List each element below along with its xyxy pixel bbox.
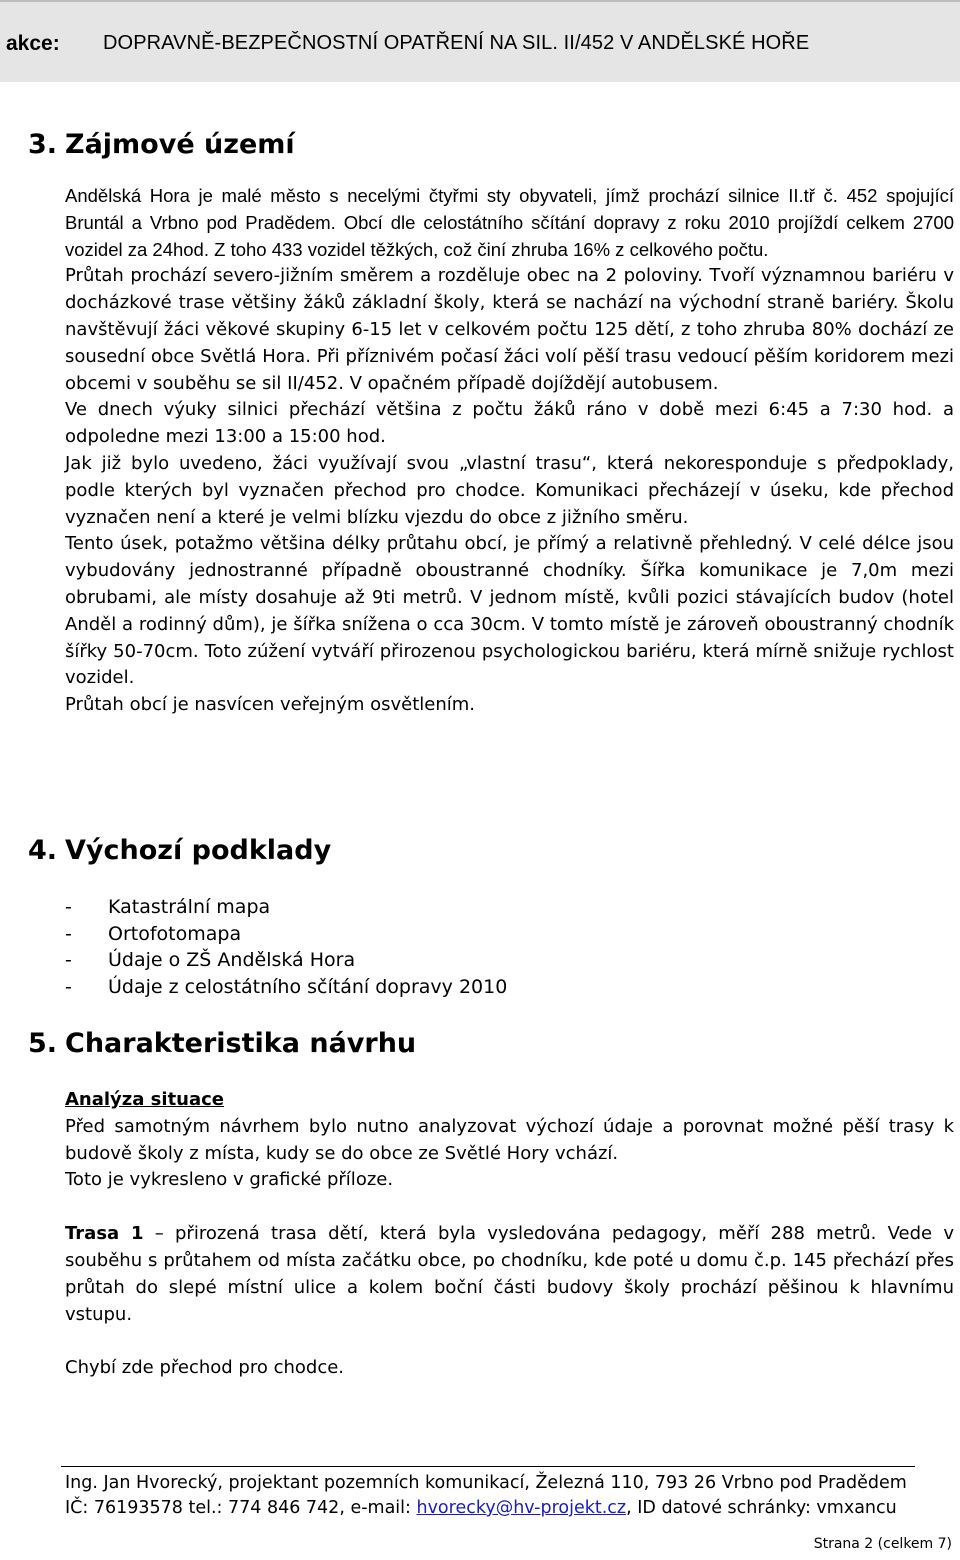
subheading: Analýza situace xyxy=(65,1089,225,1110)
paragraph: Průtah prochází severo-jižním směrem a rozděluje obec na 2 poloviny. Tvoří významnou bariéru v docházkové trase většiny žáků základní školy, která se nachází na východní straně bariéry. Školu navštěvují žáci věkové skupiny 6-15 let v celkovém počtu 125 dětí, z toho zhruba 80% dochází ze sousední obce Světlá Hora. Při příznivém počasí žáci volí pěší trasu vedoucí pěším koridorem mezi obcemi v souběhu se sil II/452. V opačném případě dojíždějí autobusem. xyxy=(65,265,954,394)
section-5-title: Charakteristika návrhu xyxy=(65,1028,417,1059)
list-item: - Údaje o ZŠ Andělská Hora xyxy=(65,949,356,971)
footer-line-2: IČ: 76193578 tel.: 774 846 742, e-mail: hvorecky@hv-projekt.cz, ID datové schránky: vmxancu xyxy=(65,1498,897,1518)
section-3-body xyxy=(65,183,954,719)
page-number: Strana 2 (celkem 7) xyxy=(813,1536,952,1552)
section-5-heading xyxy=(28,1025,954,1063)
email-link[interactable]: hvorecky@hv-projekt.cz xyxy=(416,1498,627,1518)
section-4 xyxy=(28,832,954,870)
section-5-number: 5. xyxy=(28,1028,58,1059)
paragraph: Andělská Hora je malé město s necelými čtyřmi sty obyvateli, jímž prochází silnice II.tř č. 452 spojující Bruntál a Vrbno pod Pradědem. Obcí dle celostátního sčítání dopravy z roku 2010 projíždí celkem 2700 vozidel za 24hod. Z toho 433 vozidel těžkých, což činí zhruba 16% z celkového počtu. xyxy=(65,185,954,260)
paragraph: Průtah obcí je nasvícen veřejným osvětlením. xyxy=(65,694,476,716)
list-item: - Údaje z celostátního sčítání dopravy 2010 xyxy=(65,975,508,998)
footer-divider xyxy=(61,1466,915,1467)
section-4-list-wrap xyxy=(65,894,954,1000)
source-list xyxy=(65,894,954,1000)
section-3-number: 3. xyxy=(28,129,58,160)
paragraph: Tento úsek, potažmo většina délky průtahu obcí, je přímý a relativně přehledný. V celé délce jsou vybudovány jednostranné případně oboustranné chodníky. Šířka komunikace je 7,0m mezi obrubami, ale místy dosahuje až 9ti metrů. V jednom místě, kvůli pozici stávajících budov (hotel Anděl a rodinný dům), je šířka snížena o cca 30cm. V tomto místě je zároveň oboustranný chodník šířky 50-70cm. Toto zúžení vytváří přirozenou psychologickou bariéru, která mírně snižuje rychlost vozidel. xyxy=(65,533,954,689)
list-item: - Katastrální mapa xyxy=(65,896,271,918)
list-item: - Ortofotomapa xyxy=(65,922,242,945)
paragraph: Chybí zde přechod pro chodce. xyxy=(65,1357,345,1379)
route-label: Trasa 1 xyxy=(65,1223,144,1245)
paragraph: Ve dnech výuky silnici přechází většina z počtu žáků ráno v době mezi 6:45 a 7:30 hod. a odpoledne mezi 13:00 a 15:00 hod. xyxy=(65,399,954,448)
footer-line-1: Ing. Jan Hvorecký, projektant pozemních komunikací, Železná 110, 793 26 Vrbno pod Pradědem xyxy=(65,1473,907,1493)
paragraph: Jak již bylo uvedeno, žáci využívají svou „vlastní trasu“, která nekoresponduje s předpoklady, podle kterých byl vyznačen přechod pro chodce. Komunikaci přecházejí v úseku, kde přechod vyznačen není a které je velmi blízku vjezdu do obce z jižního směru. xyxy=(65,452,954,528)
route-text: – přirozená trasa dětí, která byla vysledována pedagogy, měří 288 metrů. Vede v souběhu s průtahem od místa začátku obce, po chodníku, kde poté u domu č.p. 145 přechází přes průtah do slepé místní ulice a kolem boční části budovy školy prochází pěšinou k hlavnímu vstupu. xyxy=(65,1223,954,1325)
section-4-title: Výchozí podklady xyxy=(65,835,332,866)
document-header xyxy=(0,0,960,82)
section-4-heading xyxy=(28,832,954,870)
section-3 xyxy=(28,126,954,164)
section-4-number: 4. xyxy=(28,835,58,866)
route-paragraph xyxy=(65,1221,954,1328)
header-label: akce: xyxy=(6,32,60,55)
section-3-title: Zájmové území xyxy=(65,129,295,160)
header-title: DOPRAVNĚ-BEZPEČNOSTNÍ OPATŘENÍ NA SIL. II/452 V ANDĚLSKÉ HOŘE xyxy=(103,32,810,54)
paragraph: Toto je vykresleno v grafické příloze. xyxy=(65,1169,394,1191)
section-5-body xyxy=(65,1087,954,1382)
section-5 xyxy=(28,1025,954,1063)
section-3-heading xyxy=(28,126,954,164)
paragraph: Před samotným návrhem bylo nutno analyzovat výchozí údaje a porovnat možné pěší trasy k budově školy z místa, kudy se do obce ze Světlé Hory vchází. xyxy=(65,1115,954,1164)
